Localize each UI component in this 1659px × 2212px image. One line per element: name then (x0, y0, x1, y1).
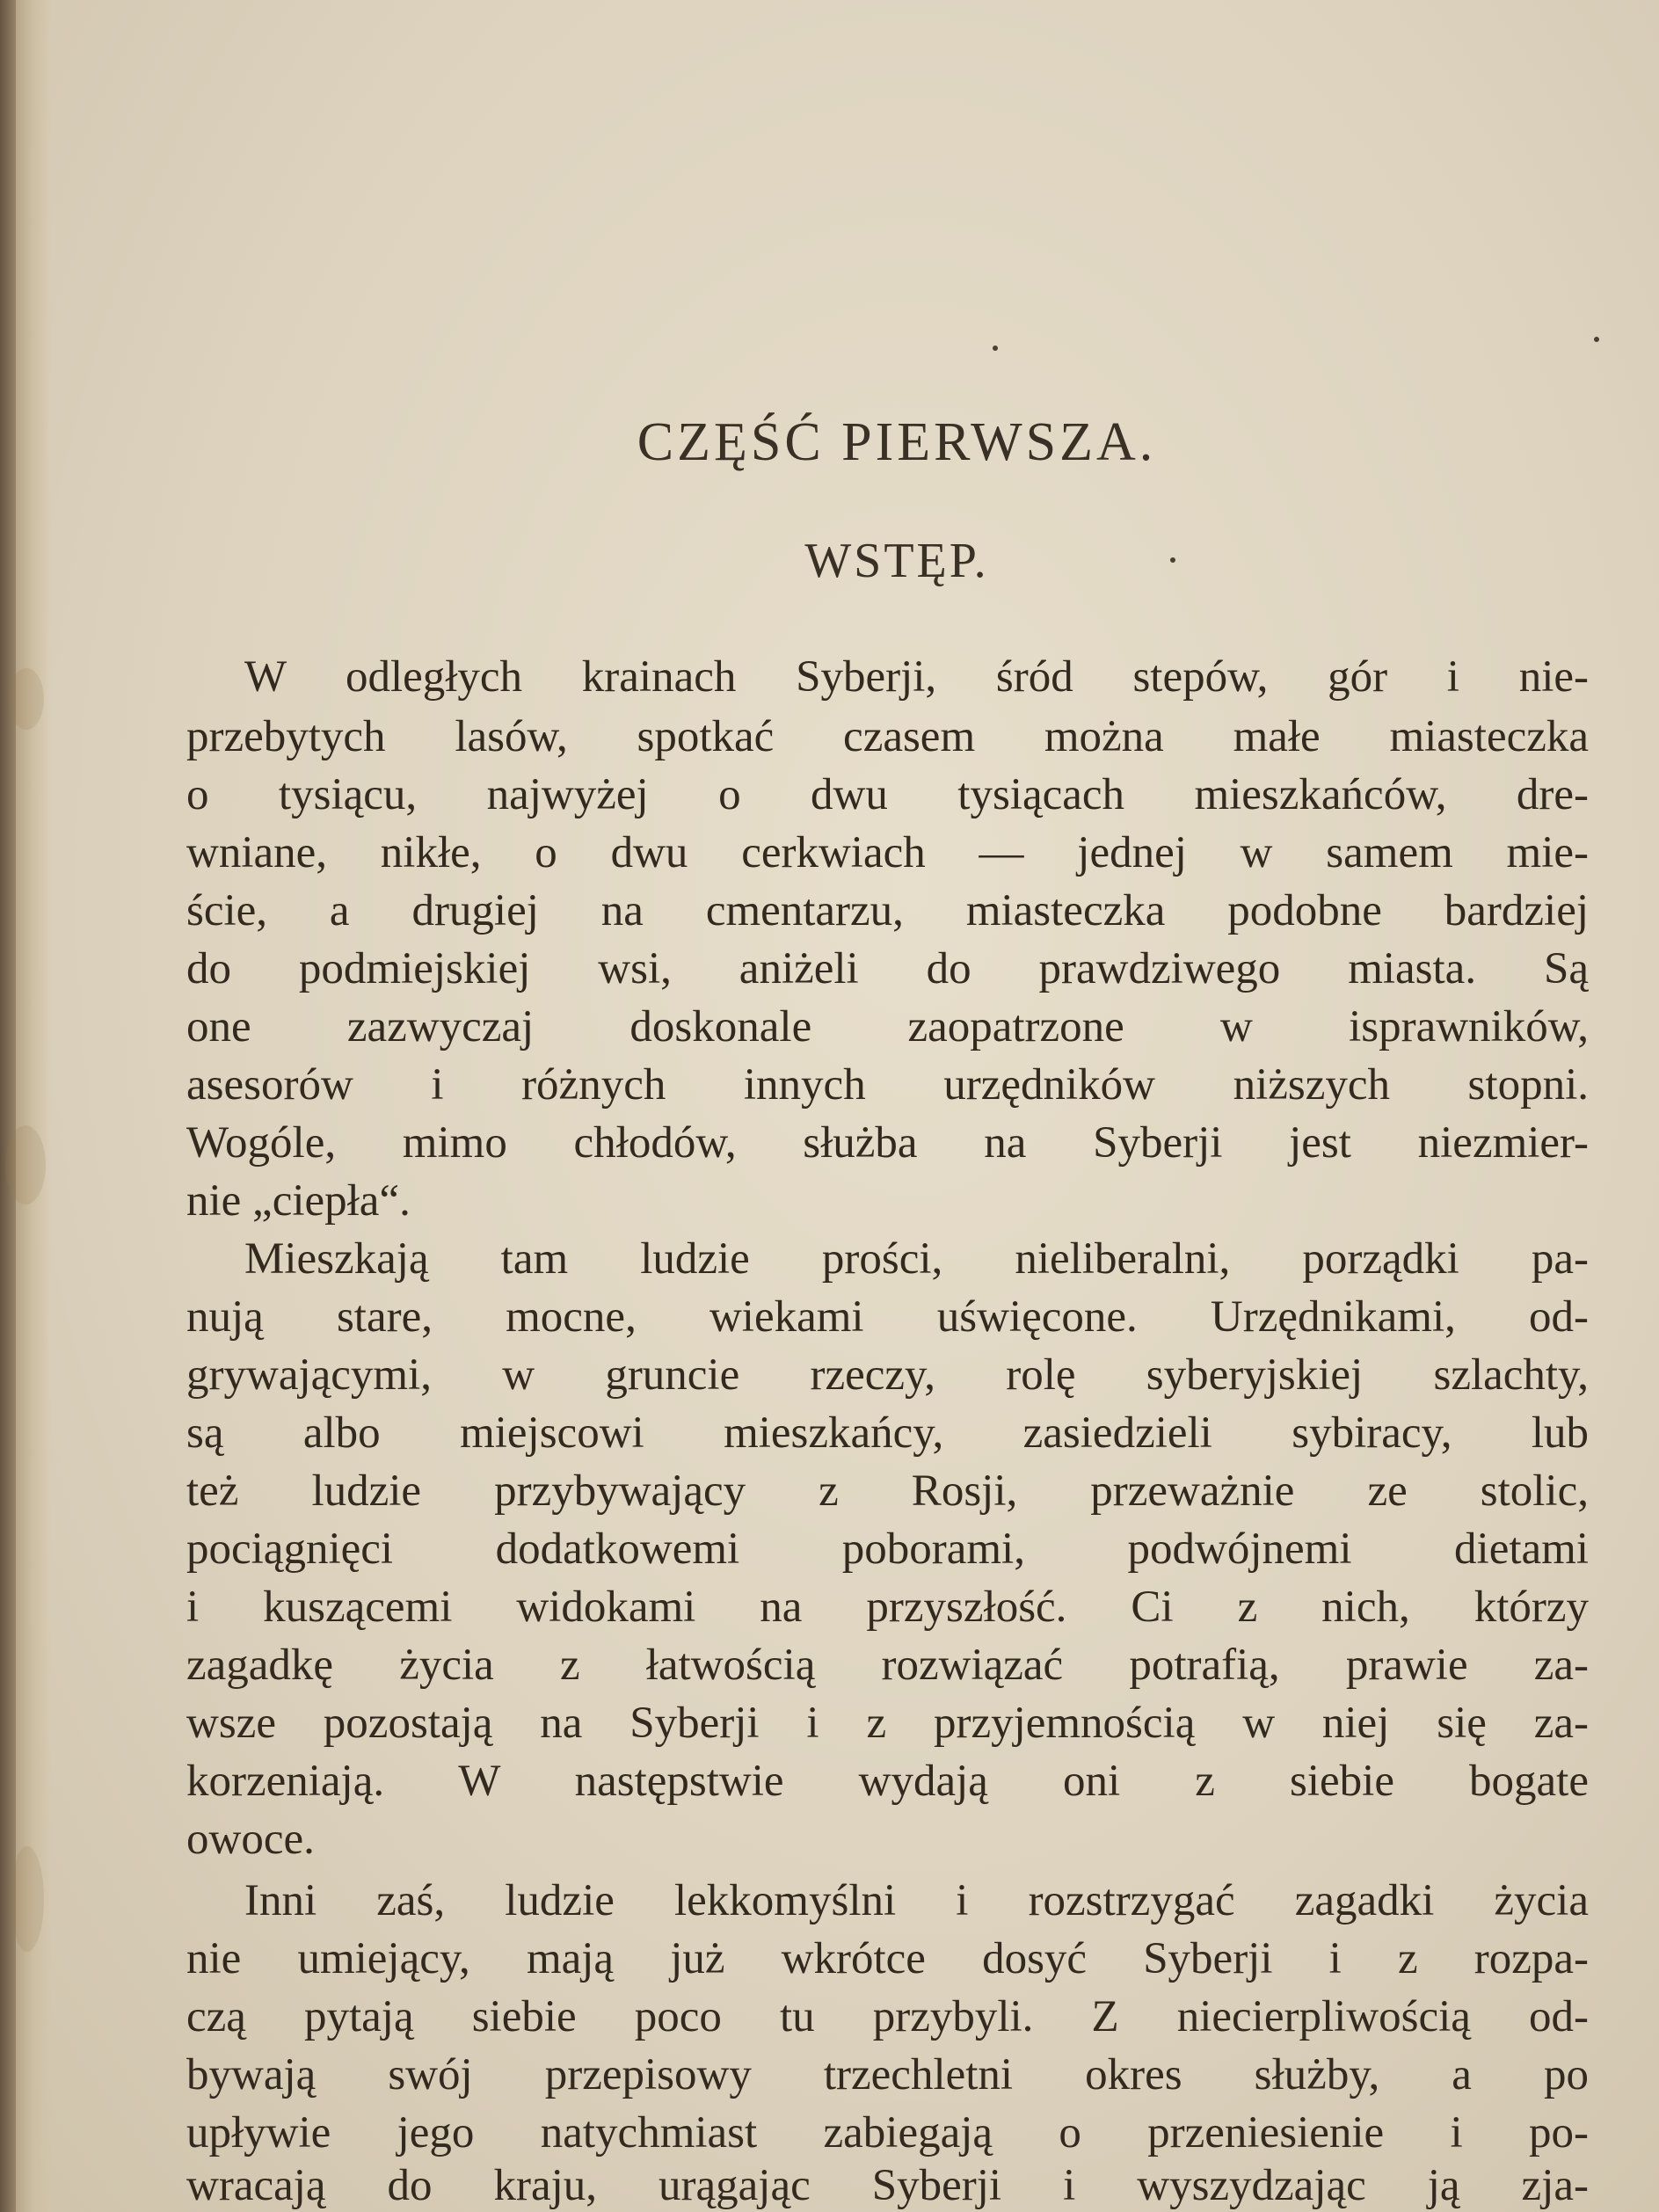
text-line: nują stare, mocne, wiekami uświęcone. Urzędnikami, od- (186, 1292, 1589, 1342)
paper-stain (9, 668, 44, 730)
text-line: zagadkę życia z łatwością rozwiązać potrafią, prawie za- (186, 1641, 1589, 1690)
text-line: Mieszkają tam ludzie prości, nieliberalni, porządki pa- (244, 1234, 1589, 1284)
text-line: W odległych krainach Syberji, śród stepów, gór i nie- (244, 652, 1589, 702)
print-speck (993, 346, 998, 351)
text-line: są albo miejscowi mieszkańcy, zasiedzieli sybiracy, lub (186, 1408, 1589, 1458)
text-line: owoce. (186, 1815, 315, 1864)
text-line: Wogóle, mimo chłodów, służba na Syberji jest niezmier- (186, 1118, 1589, 1168)
text-line: Inni zaś, ludzie lekkomyślni i rozstrzygać zagadki życia (244, 1876, 1589, 1925)
paper-stain (5, 1125, 46, 1204)
text-line: i kuszącemi widokami na przyszłość. Ci z nich, którzy (186, 1583, 1589, 1632)
text-line: wracają do kraju, urągając Syberji i wyszydzając ją zja- (186, 2161, 1589, 2210)
text-line: przebytych lasów, spotkać czasem można małe miasteczka (186, 712, 1589, 761)
text-line: o tysiącu, najwyżej o dwu tysiącach mieszkańców, dre- (186, 770, 1589, 819)
section-title: WSTĘP. (804, 534, 989, 588)
text-line: upływie jego natychmiast zabiegają o przeniesienie i po- (186, 2108, 1589, 2157)
text-line: wniane, nikłe, o dwu cerkwiach — jednej w samem mie- (186, 828, 1589, 877)
text-line: bywają swój przepisowy trzechletni okres służby, a po (186, 2050, 1589, 2099)
text-line: do podmiejskiej wsi, aniżeli do prawdziwego miasta. Są (186, 944, 1589, 993)
text-line: one zazwyczaj doskonale zaopatrzone w isprawników, (186, 1002, 1589, 1051)
text-line: korzeniają. W następstwie wydają oni z siebie bogate (186, 1757, 1589, 1806)
text-line: grywającymi, w gruncie rzeczy, rolę syberyjskiej szlachty, (186, 1350, 1589, 1400)
text-line: ście, a drugiej na cmentarzu, miasteczka podobne bardziej (186, 886, 1589, 935)
print-speck (1594, 337, 1599, 342)
paper-stain (11, 1846, 44, 1952)
text-line: nie „ciepła“. (186, 1176, 411, 1226)
text-line: też ludzie przybywający z Rosji, przeważnie ze stolic, (186, 1466, 1589, 1516)
text-line: czą pytają siebie poco tu przybyli. Z niecierpliwością od- (186, 1992, 1589, 2041)
text-line: nie umiejący, mają już wkrótce dosyć Syberji i z rozpa- (186, 1934, 1589, 1983)
text-line: asesorów i różnych innych urzędników niższych stopni. (186, 1060, 1589, 1110)
part-title: CZĘŚĆ PIERWSZA. (637, 412, 1157, 472)
text-line: pociągnięci dodatkowemi poborami, podwójnemi dietami (186, 1524, 1589, 1574)
text-line: wsze pozostają na Syberji i z przyjemnością w niej się za- (186, 1699, 1589, 1748)
